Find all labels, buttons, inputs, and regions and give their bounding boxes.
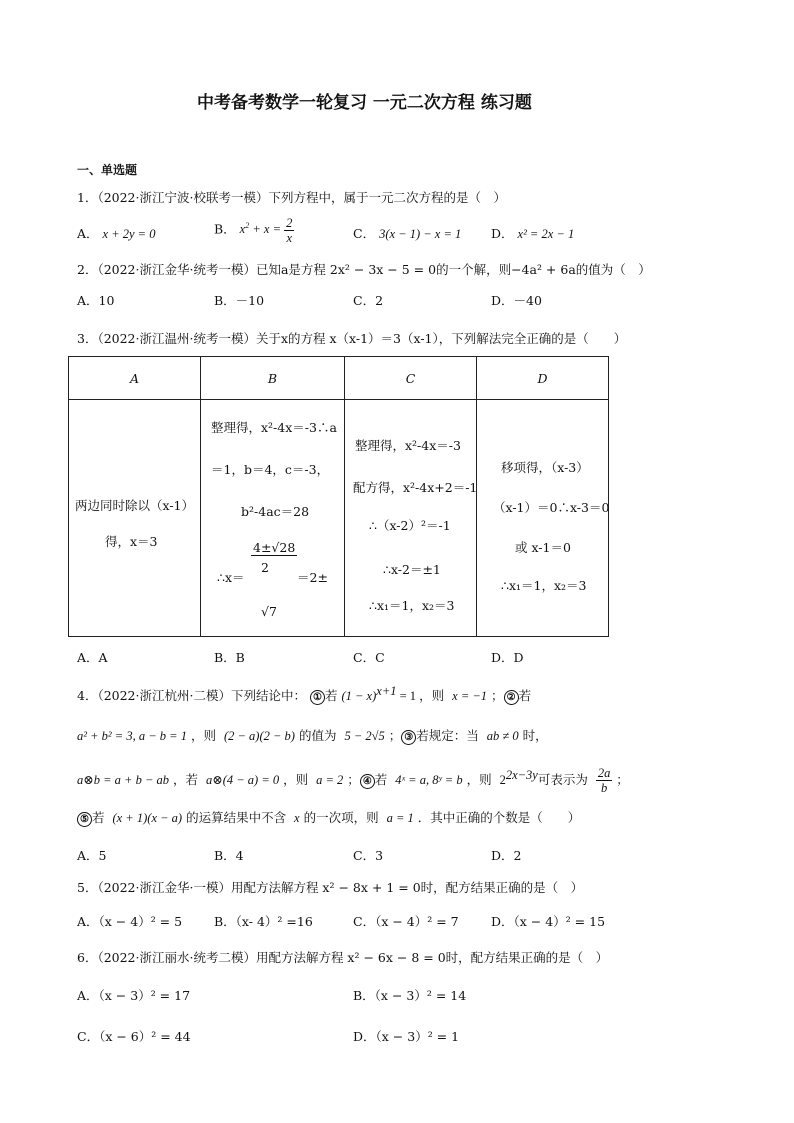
q6-option-a: A．（x − 3）² = 17 <box>77 988 191 1003</box>
q3-option-b: B．B <box>214 650 245 665</box>
q4-line1: 4．（2022·浙江杭州·二模）下列结论中： ① 若 $(1 - x)^{x+1} = 1$ ，则 x = −1 ； ② 若 <box>77 684 532 704</box>
q3-b-line2: ＝1，b＝4，c＝-3， <box>211 462 330 477</box>
q2-option-a: A．10 <box>77 293 115 308</box>
q3-c-line4: ∴x-2＝±1 <box>383 562 441 577</box>
q3-cell-b <box>201 400 345 637</box>
q4-option-b: B．4 <box>214 848 244 863</box>
q4-line4: ⑤ 若 (x + 1)(x − a) 的运算结果中不含 x 的一次项，则 a = 1 ．其中正确的个数是（ ） <box>77 808 580 827</box>
q1-d-math: x² = 2x − 1 <box>517 227 575 241</box>
item-1-marker: ① <box>310 690 325 705</box>
q1-c-label: C． <box>353 226 376 241</box>
q3-header-b: B <box>201 357 345 400</box>
q3-cell-d <box>477 400 609 637</box>
q6-option-b: B．（x − 3）² = 14 <box>353 988 467 1003</box>
q3-c-line3: ∴（x-2）²＝-1 <box>369 518 451 533</box>
q3-d-line1: 移项得，（x-3） <box>501 460 589 475</box>
q1-option-b <box>214 216 294 245</box>
q3-a-line2: 得，x＝3 <box>105 534 158 549</box>
q2-option-c: C．2 <box>353 293 384 308</box>
q3-b-sqrt7: √7 <box>261 604 277 619</box>
q1-a-math: x + 2y = 0 <box>102 227 156 241</box>
q3-d-line3: 或 x-1＝0 <box>515 540 571 555</box>
section-heading: 一、单选题 <box>77 163 138 177</box>
q3-option-d: D．D <box>491 650 524 665</box>
q4-line2: a² + b² = 3, a − b = 1 ，则 (2 − a)(2 − b) 的值为 5 − 2√5 ； ③ 若规定：当 ab ≠ 0 时， <box>77 728 548 743</box>
q1-stem: 1．（2022·浙江宁波·校联考一模）下列方程中，属于一元二次方程的是（ ） <box>77 190 506 205</box>
q3-stem: 3．（2022·浙江温州·统考一模）关于x的方程 x（x-1）＝3（x-1），下列解法完全正确的是（ ） <box>77 331 627 346</box>
item-2-marker: ② <box>504 690 519 705</box>
q3-b-eq-2pm: ＝2± <box>297 570 328 585</box>
q2-stem: 2．（2022·浙江金华·统考一模）已知a是方程 2x² − 3x − 5 = 0的一个解，则−4a² + 6a的值为（ ） <box>77 262 651 277</box>
q2-option-d: D．－40 <box>491 293 542 308</box>
item-4-marker: ④ <box>360 774 375 789</box>
q4-option-d: D．2 <box>491 848 522 863</box>
q3-d-line2: （x-1）＝0∴x-3＝0 <box>493 500 610 515</box>
item-3-marker: ③ <box>401 730 416 745</box>
q3-b-x-eq: ∴x＝ <box>217 570 245 585</box>
q2-option-b: B．－10 <box>214 293 265 308</box>
q3-header-a: A <box>69 357 201 400</box>
q3-b-frac-den: 2 <box>261 560 269 575</box>
q6-stem: 6．（2022·浙江丽水·统考二模）用配方法解方程 x² − 6x − 8 = 0时，配方结果正确的是（ ） <box>77 950 609 965</box>
q1-b-label: B． <box>214 221 236 237</box>
q5-option-a: A．（x − 4）² = 5 <box>77 914 183 929</box>
q1-option-d <box>491 224 574 242</box>
q6-option-c: C．（x − 6）² = 44 <box>77 1029 191 1044</box>
q1-d-label: D． <box>491 226 514 241</box>
q3-a-line1: 两边同时除以（x-1） <box>75 498 195 513</box>
q1-b-math: $x^2 + x$ = $\frac{2}{x}$ <box>239 216 293 245</box>
q1-c-math: 3(x − 1) − x = 1 <box>379 227 462 241</box>
q3-cell-a <box>69 400 201 637</box>
q3-b-frac-num: 4±√28 <box>253 540 296 555</box>
q3-b-line1: 整理得，x²-4x＝-3∴a <box>211 420 337 435</box>
q3-c-line2: 配方得，x²-4x+2＝-1 <box>353 480 478 495</box>
q4-line3: a⊗b = a + b − ab ，若 a⊗(4 − a) = 0 ，则 a = 2 ； ④ 若 4ˣ = a, 8ʸ = b ，则 $2^{2x-3y}$可表示为 $\frac{2a}{b}$ ； <box>77 766 629 795</box>
q3-b-line3: b²-4ac＝28 <box>241 504 310 519</box>
q3-c-line5: ∴x₁＝1，x₂＝3 <box>369 598 455 613</box>
q5-stem: 5．（2022·浙江金华·一模）用配方法解方程 x² − 8x + 1 = 0时，配方结果正确的是（ ） <box>77 880 584 895</box>
q5-option-c: C．（x − 4）² = 7 <box>353 914 459 929</box>
q1-a-label: A． <box>77 226 99 241</box>
q5-option-d: D．（x − 4）² = 15 <box>491 914 606 929</box>
q3-d-line4: ∴x₁＝1，x₂＝3 <box>501 578 587 593</box>
q3-header-c: C <box>345 357 477 400</box>
q6-option-d: D．（x − 3）² = 1 <box>353 1029 460 1044</box>
q3-option-a: A．A <box>77 650 108 665</box>
q4-option-c: C．3 <box>353 848 384 863</box>
item-5-marker: ⑤ <box>77 812 92 827</box>
q1-option-a <box>77 224 155 242</box>
q1-option-c <box>353 224 461 242</box>
q5-option-b: B．（x- 4）² =16 <box>214 914 313 929</box>
q3-option-c: C．C <box>353 650 385 665</box>
q3-c-line1: 整理得，x²-4x＝-3 <box>355 438 461 453</box>
q3-cell-c <box>345 400 477 637</box>
page-title: 中考备考数学一轮复习 一元二次方程 练习题 <box>197 93 532 113</box>
q4-option-a: A．5 <box>77 848 107 863</box>
q3-header-d: D <box>477 357 609 400</box>
q3-solutions-table <box>68 356 609 637</box>
